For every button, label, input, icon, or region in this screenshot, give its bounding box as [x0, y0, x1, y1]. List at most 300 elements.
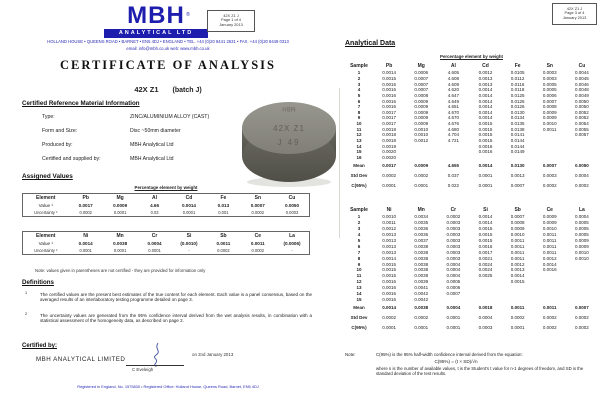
- table-cell: 4: [357, 87, 361, 93]
- table-cell: 0.0004: [446, 273, 461, 279]
- table-cell: 0.0016: [542, 267, 557, 273]
- table-cell: 0.0005: [575, 220, 589, 226]
- stamp-date: January 2013: [219, 22, 243, 28]
- stamp-page: Page 3 of 4: [564, 10, 585, 16]
- table-cell: 0.0004: [147, 240, 162, 246]
- table-row: [345, 170, 598, 180]
- table-cell: 0.0002: [251, 248, 265, 253]
- table-cell: 0.0007: [542, 98, 557, 104]
- table-cell: 0.0007: [510, 182, 525, 188]
- table-cell: 0.0003: [542, 75, 557, 81]
- table-cell: 0.0144: [510, 143, 525, 149]
- table-cell: 0.0011: [543, 232, 557, 238]
- table-cell: 0.0118: [510, 87, 525, 93]
- definition-number-2: 2: [25, 312, 28, 316]
- table-cell: 0.0016: [382, 92, 396, 98]
- column-header: Mg: [417, 62, 425, 69]
- table-cell: 0.0007: [414, 81, 429, 87]
- confidence-equation: C(95%) = (t × SD)/√n: [434, 359, 478, 364]
- table-cell: 0.0007: [446, 291, 461, 297]
- table-cell: 0.0012: [510, 261, 525, 267]
- table-cell: 0.0149: [510, 149, 525, 155]
- page-stamp-left: [207, 10, 255, 32]
- table-cell: 0.0007: [542, 162, 557, 168]
- table-row: [23, 240, 310, 248]
- table-cell: 0.0003: [446, 243, 461, 249]
- table-cell: 0.0010: [575, 255, 589, 261]
- table-cell: 0.0001: [382, 324, 396, 330]
- table-cell: 0.0011: [382, 220, 396, 226]
- table-cell: 0.0045: [575, 75, 589, 81]
- sample-disc-photo: [238, 86, 340, 190]
- table-cell: 0.0015: [478, 132, 493, 138]
- table-cell: 0.0011: [510, 304, 525, 310]
- table-cell: 0.0034: [414, 214, 429, 220]
- crm-label-type: Type:: [42, 114, 55, 120]
- table-row: [23, 247, 310, 255]
- table-cell: 0.0005: [446, 279, 461, 285]
- table-cell: 4: [357, 232, 361, 238]
- table-cell: 5: [357, 92, 361, 98]
- column-header: Fe: [220, 194, 227, 201]
- table-cell: 0.0014: [382, 304, 396, 310]
- table-cell: 15: [356, 149, 362, 155]
- table-cell: 0.0024: [478, 261, 493, 267]
- column-header: Pb: [385, 62, 393, 69]
- table-cell: 0.022: [447, 182, 459, 188]
- table-cell: 0.0001: [148, 248, 161, 253]
- table-cell: 0.013: [217, 202, 230, 208]
- table-cell: 0.0016: [382, 279, 396, 285]
- table-cell: 10: [356, 121, 362, 127]
- table-cell: 0.0013: [478, 81, 493, 87]
- table-cell: 0.0044: [575, 70, 589, 76]
- table-cell: 0.0004: [446, 267, 461, 273]
- table-cell: 0.0014: [382, 255, 396, 261]
- table-cell: 0.0001: [414, 324, 429, 330]
- table-cell: 0.0014: [181, 202, 196, 208]
- table-cell: 0.0016: [382, 87, 396, 93]
- table-cell: C(95%): [351, 182, 367, 188]
- table-cell: 12: [356, 279, 362, 285]
- table-cell: 0.0014: [478, 220, 493, 226]
- table-cell: 4.680: [447, 126, 459, 132]
- table-cell: 0.0012: [382, 226, 396, 232]
- table-cell: 0.0002: [575, 182, 589, 188]
- table-cell: 13: [356, 138, 362, 143]
- table-cell: 0.0010: [382, 214, 396, 220]
- table-cell: 0.0010: [542, 121, 557, 127]
- table-cell: 0.0013: [382, 249, 396, 255]
- stamp-product: 42X Z1 J: [566, 5, 583, 11]
- table-cell: 0.0013: [382, 238, 396, 243]
- table-cell: 0.0018: [382, 138, 396, 143]
- column-header: La: [579, 206, 585, 213]
- table-cell: 4.670: [447, 115, 459, 121]
- definition-text-1: The certified values are the present best estimates of the true content for each element. Each value is a panel consensus, based on the averaged results of an interlaboratory testing programme detailed on page 3.: [40, 292, 312, 303]
- table-cell: 0.0038: [414, 304, 429, 310]
- table-cell: 0.0052: [575, 109, 589, 115]
- table-cell: 0.0020: [382, 154, 396, 160]
- definition-number-1: 1: [25, 291, 28, 295]
- table-cell: 0.0134: [510, 115, 525, 121]
- column-header: Sb: [220, 232, 227, 239]
- crm-label-producer: Produced by:: [42, 142, 73, 148]
- table-cell: 4.649: [447, 98, 459, 104]
- table-cell: 0.0009: [414, 98, 429, 104]
- analytical-table-2: [345, 205, 598, 332]
- column-header: Sn: [546, 62, 553, 69]
- table-cell: 0.0004: [446, 261, 461, 267]
- logo-text: MBH ®: [127, 2, 191, 29]
- table-cell: 0.0049: [575, 92, 589, 98]
- table-cell: 0.03: [150, 210, 159, 215]
- table-cell: Mean: [353, 304, 365, 310]
- table-cell: 0.0012: [414, 138, 429, 143]
- crm-section-heading: Certified Reference Material Information: [22, 100, 140, 107]
- table-cell: -: [188, 248, 190, 253]
- column-header: Ni: [386, 206, 392, 213]
- column-header: La: [289, 232, 295, 239]
- table-cell: 2: [357, 220, 361, 226]
- table-cell: 4.704: [447, 132, 459, 138]
- table-cell: 11: [356, 273, 362, 279]
- table-cell: 16: [356, 154, 362, 160]
- table-cell: 0.0002: [382, 172, 396, 178]
- table-cell: 0.0002: [575, 314, 589, 320]
- table-cell: 0.0009: [575, 243, 589, 249]
- table-cell: 12: [356, 132, 362, 138]
- table-cell: 0.0050: [575, 162, 589, 168]
- table-cell: 0.0014: [510, 273, 525, 279]
- table-cell: 0.0011: [510, 238, 525, 243]
- table-cell: 0.0017: [382, 115, 396, 121]
- table-cell: 0.0015: [510, 279, 525, 285]
- table-cell: 0.0011: [543, 304, 557, 310]
- table-cell: 0.0015: [382, 261, 396, 267]
- crm-value-producer: MBH Analytical Ltd: [130, 142, 174, 148]
- analytical-table-1: [345, 61, 598, 190]
- table-cell: 0.0007: [575, 304, 589, 310]
- table-cell: 2: [357, 75, 361, 81]
- table-cell: 0.0002: [510, 314, 525, 320]
- table-cell: 0.0003: [285, 210, 299, 215]
- table-cell: 0.0005: [575, 232, 589, 238]
- column-header: Fe: [514, 62, 521, 69]
- table-cell: 0.0046: [575, 81, 589, 87]
- page-stamp-right: [552, 3, 597, 25]
- table-row: [345, 160, 598, 170]
- table-cell: 4.608: [447, 75, 459, 81]
- table-cell: 0.0017: [478, 249, 493, 255]
- crm-label-form: Form and Size:: [42, 128, 78, 134]
- column-header: Ce: [546, 206, 553, 213]
- table-cell: 0.0001: [182, 210, 196, 215]
- table-cell: 0.0014: [542, 261, 557, 267]
- table-cell: 0.0018: [382, 126, 396, 132]
- table-cell: 0.0014: [478, 162, 493, 168]
- table-cell: 0.0014: [478, 87, 493, 93]
- table-cell: 0.0015: [382, 81, 396, 87]
- table-cell: 0.0141: [510, 132, 525, 138]
- table-row: [345, 302, 598, 312]
- table-cell: 0.0135: [510, 121, 525, 127]
- table-cell: 10: [356, 267, 362, 273]
- table-cell: (0.0006): [283, 240, 301, 246]
- table-cell: 0.0012: [542, 255, 557, 261]
- table-cell: 0.0035: [414, 220, 429, 226]
- table-cell: 0.0003: [542, 70, 557, 76]
- table-cell: 4.676: [447, 121, 459, 127]
- table-cell: 0.0003: [446, 249, 461, 255]
- column-header: Cu: [288, 194, 296, 201]
- table-cell: 0.0009: [414, 121, 429, 127]
- table-cell: 0.0011: [510, 249, 525, 255]
- table-cell: 0.0015: [382, 267, 396, 273]
- assigned-values-heading: Assigned Values: [22, 173, 73, 180]
- table-cell: 0.0017: [382, 121, 396, 127]
- table-cell: 0.0052: [575, 115, 589, 121]
- table-cell: 4.655: [447, 162, 459, 168]
- table-cell: 0.0015: [478, 238, 493, 243]
- table-cell: 0.0050: [284, 202, 300, 208]
- assigned-units-label: Percentage element by weight: [134, 185, 198, 190]
- signature-line: [126, 365, 184, 366]
- table-cell: 0.0105: [510, 70, 525, 76]
- table-cell: 0.0016: [382, 291, 396, 297]
- table-cell: 9: [357, 115, 361, 121]
- table-cell: 0.0008: [542, 104, 557, 110]
- confidence-note-intro: C(95%) is the 95% half-width confidence interval derived from the equation:: [376, 352, 523, 357]
- column-header: Cr: [450, 206, 457, 213]
- table-cell: 0.0001: [446, 324, 461, 330]
- table-cell: 0.0006: [542, 92, 557, 98]
- table-cell: 0.0036: [414, 226, 429, 232]
- column-header: Ni: [83, 232, 89, 239]
- crm-value-type: ZINC/ALUMINIUM ALLOY (CAST): [130, 114, 210, 120]
- stamp-page: Page 1 of 4: [221, 17, 241, 23]
- table-cell: 0.0016: [478, 143, 493, 149]
- table-cell: 0.037: [447, 172, 459, 178]
- table-cell: 0.0042: [414, 291, 429, 297]
- table-cell: 1: [357, 70, 361, 76]
- table-cell: 0.0011: [543, 238, 557, 243]
- table-cell: 0.0130: [510, 162, 525, 168]
- column-header: Al: [450, 62, 456, 69]
- table-cell: 0.0024: [478, 267, 493, 273]
- table-cell: 0.0001: [414, 182, 429, 188]
- table-cell: 0.0016: [382, 98, 396, 104]
- column-header: Cr: [151, 232, 158, 239]
- table-cell: 0.0009: [542, 214, 557, 220]
- table-cell: 0.0015: [478, 226, 493, 232]
- table-cell: 9: [357, 261, 361, 267]
- table-cell: 0.0003: [446, 232, 461, 238]
- column-header: Element: [36, 232, 56, 239]
- parentheses-note: Note: values given in parentheses are not certified - they are provided for information only: [35, 268, 206, 273]
- column-header: Pb: [82, 194, 89, 201]
- table-cell: 0.0116: [510, 81, 525, 87]
- table-cell: 0.0003: [446, 255, 461, 261]
- table-cell: 0.0004: [575, 214, 589, 220]
- table-cell: 0.0054: [575, 121, 589, 127]
- table-cell: Std Dev: [350, 172, 368, 178]
- table-cell: 0.0014: [478, 214, 493, 220]
- analytical-data-heading: Analytical Data: [345, 40, 396, 47]
- company-contact: email: info@mbh.co.uk web: www.mbh.co.uk: [126, 46, 210, 51]
- table-cell: 0.0002: [542, 314, 557, 320]
- table-cell: 13: [356, 285, 362, 291]
- table-cell: 0.0011: [250, 240, 265, 246]
- analytical-units-label: Percentage element by weight: [440, 54, 503, 59]
- signatory-name: C Eveleigh: [132, 367, 154, 372]
- crm-value-supplier: MBH Analytical Ltd: [130, 156, 174, 162]
- table-cell: 0.0038: [414, 273, 429, 279]
- disc-stamp-batch: J 49: [277, 138, 301, 147]
- column-header: Si: [186, 232, 192, 239]
- table-cell: 0.0038: [113, 240, 128, 246]
- column-header: Mn: [116, 232, 124, 239]
- table-cell: 0.0009: [414, 104, 429, 110]
- table-header-row: [23, 194, 310, 202]
- table-cell: 0.0010: [510, 232, 525, 238]
- table-cell: 0.0018: [382, 132, 396, 138]
- table-cell: 0.0002: [217, 248, 230, 253]
- column-header: Sn: [254, 194, 262, 201]
- table-cell: 0.0014: [478, 115, 493, 121]
- table-cell: 0.0014: [382, 70, 396, 76]
- table-cell: 0.0002: [542, 182, 557, 188]
- table-cell: 0.0042: [414, 296, 429, 302]
- table-cell: 0.0009: [113, 202, 128, 208]
- table-cell: 0.0004: [575, 172, 589, 178]
- table-cell: 4.651: [447, 104, 459, 110]
- column-header: Cd: [482, 62, 489, 69]
- table-cell: 0.0038: [414, 267, 429, 273]
- table-cell: 14: [356, 143, 362, 149]
- column-header: Element: [36, 194, 56, 201]
- table-cell: 0.0009: [414, 115, 429, 121]
- table-cell: 0.0008: [510, 220, 525, 226]
- column-header: Cd: [185, 194, 193, 201]
- table-cell: 0.0002: [542, 324, 557, 330]
- table-cell: 0.0002: [382, 314, 396, 320]
- table-cell: 0.0010: [542, 226, 557, 232]
- table-cell: 0.0016: [478, 243, 493, 249]
- table-cell: 0.0002: [251, 210, 265, 215]
- table-cell: 0.0003: [446, 220, 461, 226]
- table-cell: 0.0006: [414, 70, 429, 76]
- table-cell: 0.0038: [414, 261, 429, 267]
- stamp-product: 42X Z1 J: [223, 12, 239, 18]
- table-cell: 0.0017: [382, 109, 396, 115]
- table-cell: 0.0001: [113, 248, 127, 253]
- certifying-company: MBH ANALYTICAL LIMITED: [36, 356, 126, 363]
- table-cell: 0.0004: [478, 314, 493, 320]
- table-cell: 0.0019: [382, 143, 396, 149]
- certification-date: on 2nd January 2013: [192, 352, 234, 357]
- table-cell: 0.0007: [250, 202, 265, 208]
- table-cell: 0.0002: [79, 210, 92, 215]
- table-cell: 0.0039: [414, 279, 429, 285]
- table-cell: 0.0011: [543, 243, 557, 249]
- table-cell: 0.0048: [575, 87, 589, 93]
- table-cell: 0.0038: [414, 255, 429, 261]
- registered-mark-icon: ®: [186, 12, 191, 18]
- table-cell: 0.0013: [510, 267, 525, 273]
- table-cell: 8: [357, 109, 361, 115]
- table-cell: 0.0014: [478, 104, 493, 110]
- table-cell: 0.0057: [575, 132, 589, 138]
- table-cell: 4.620: [447, 87, 459, 93]
- table-cell: 6: [357, 98, 361, 104]
- table-cell: 0.0001: [446, 314, 461, 320]
- table-cell: 0.0021: [478, 255, 493, 261]
- stamp-date: January 2013: [562, 15, 587, 21]
- table-cell: 0.0138: [510, 126, 525, 132]
- table-cell: 0.0025: [478, 273, 493, 279]
- table-cell: 0.0011: [510, 255, 525, 261]
- table-cell: 0.001: [218, 210, 229, 215]
- table-cell: 0.0009: [542, 109, 557, 115]
- table-cell: 0.0001: [478, 182, 493, 188]
- disc-stamp-code: 42X Z1: [273, 124, 305, 133]
- table-cell: 0.0014: [478, 109, 493, 115]
- table-cell: Uncertainty ²: [34, 210, 58, 215]
- table-cell: 1: [357, 214, 361, 220]
- column-header: Ce: [254, 232, 262, 239]
- table-cell: 0.0001: [113, 210, 127, 215]
- logo-subtext: ANALYTICAL LTD: [104, 29, 208, 38]
- table-cell: 6: [357, 243, 361, 249]
- table-cell: 0.0016: [382, 285, 396, 291]
- table-cell: 0.0014: [78, 240, 93, 246]
- table-cell: 0.0144: [510, 138, 525, 143]
- definitions-heading: Definitions: [22, 279, 54, 286]
- table-cell: 0.0009: [510, 226, 525, 232]
- table-cell: 0.0016: [382, 296, 396, 302]
- table-cell: Value ¹: [38, 240, 53, 246]
- table-cell: 0.0016: [382, 104, 396, 110]
- table-cell: 0.0041: [414, 285, 429, 291]
- table-cell: 0.0008: [414, 92, 429, 98]
- table-cell: 0.0003: [446, 226, 461, 232]
- batch-label: (batch J): [172, 87, 202, 94]
- table-cell: 0.0015: [382, 75, 396, 81]
- table-cell: 0.0005: [542, 81, 557, 87]
- table-cell: 0.0009: [542, 220, 557, 226]
- table-cell: 0.0130: [510, 109, 525, 115]
- table-cell: C(95%): [351, 324, 367, 330]
- table-row: [23, 209, 310, 217]
- table-header-row: [23, 232, 310, 240]
- company-address: HOLLAND HOUSE • QUEENS ROAD • BARNET • EN5 4DJ • ENGLAND • TEL. +44 (0)20 8441 2631 • FAX. +44 (0)20 8449 0313: [47, 39, 289, 44]
- table-cell: 0.0015: [478, 138, 493, 143]
- column-header: Si: [483, 206, 488, 213]
- table-cell: 15: [356, 296, 362, 302]
- table-cell: 5: [357, 238, 361, 243]
- table-cell: 3: [357, 226, 361, 232]
- product-code: 42X Z1: [134, 85, 159, 94]
- table-cell: 0.0013: [382, 232, 396, 238]
- table-cell: 0.0014: [478, 92, 493, 98]
- table-header-row: [345, 205, 598, 214]
- table-row: [345, 322, 598, 332]
- table-cell: 0.0055: [575, 126, 589, 132]
- table-cell: 0.0003: [542, 172, 557, 178]
- table-cell: 0.0009: [414, 109, 429, 115]
- table-cell: Uncertainty ²: [34, 248, 58, 253]
